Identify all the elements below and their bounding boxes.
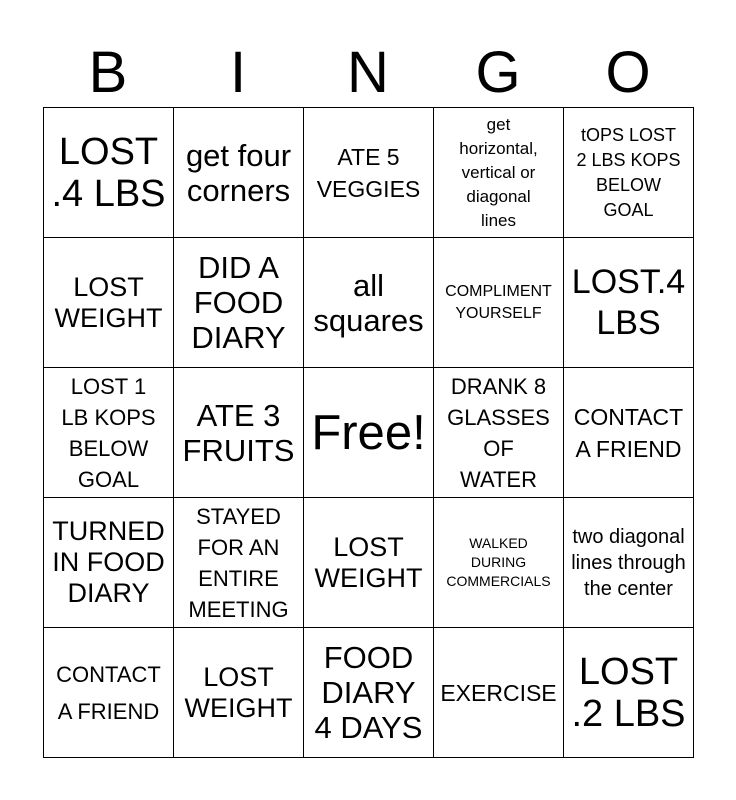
bingo-cell[interactable]	[564, 498, 694, 628]
bingo-cell[interactable]	[174, 628, 304, 758]
bingo-cell-text: DRANK 8 GLASSES OF WATER	[447, 373, 550, 492]
bingo-cell[interactable]	[434, 628, 564, 758]
bingo-cell[interactable]	[304, 628, 434, 758]
bingo-cell-text: LOST .2 LBS	[571, 650, 686, 735]
bingo-cell-text: FOOD DIARY 4 DAYS	[314, 640, 423, 745]
header-letter-g: G	[475, 40, 521, 105]
bingo-header	[43, 40, 693, 106]
bingo-cell-text: TURNED IN FOOD DIARY	[52, 516, 165, 608]
bingo-cell[interactable]	[44, 628, 174, 758]
bingo-cell[interactable]	[304, 238, 434, 368]
bingo-cell-text: ATE 5 VEGGIES	[316, 143, 421, 202]
bingo-cell[interactable]	[174, 238, 304, 368]
bingo-cell-text: LOST WEIGHT	[314, 531, 423, 593]
bingo-cell[interactable]	[564, 368, 694, 498]
bingo-cell-text: LOST .4 LBS	[51, 130, 166, 215]
free-space-cell[interactable]	[304, 368, 434, 498]
header-letter-i: I	[229, 40, 247, 105]
bingo-cell[interactable]	[174, 368, 304, 498]
bingo-cell-text: get four corners	[185, 137, 292, 208]
bingo-cell-text: Free!	[311, 405, 426, 460]
bingo-cell[interactable]	[564, 628, 694, 758]
bingo-cell-text: COMPLIMENT YOURSELF	[445, 282, 552, 322]
bingo-cell-text: LOST 1 LB KOPS BELOW GOAL	[61, 373, 156, 492]
bingo-cell[interactable]	[564, 108, 694, 238]
bingo-cell[interactable]	[174, 498, 304, 628]
bingo-cell[interactable]	[174, 108, 304, 238]
bingo-cell[interactable]	[304, 498, 434, 628]
bingo-cell-text: two diagonal lines through the center	[571, 525, 686, 600]
bingo-cell-text: CONTACT A FRIEND	[573, 403, 684, 462]
bingo-cell-text: DID A FOOD DIARY	[191, 250, 286, 355]
bingo-cell[interactable]	[304, 108, 434, 238]
bingo-card-grid	[43, 107, 694, 758]
bingo-cell-text: get horizontal, vertical or diagonal lines	[459, 114, 538, 230]
header-letter-o: O	[605, 40, 651, 105]
bingo-cell-text: ATE 3 FRUITS	[182, 397, 295, 468]
bingo-cell[interactable]	[564, 238, 694, 368]
bingo-cell-text: WALKED DURING COMMERCIALS	[446, 535, 551, 589]
bingo-cell-text: tOPS LOST 2 LBS KOPS BELOW GOAL	[576, 124, 681, 220]
bingo-cell-text: LOST WEIGHT	[184, 661, 293, 723]
bingo-cell-text: all squares	[313, 267, 424, 338]
bingo-cell[interactable]	[434, 498, 564, 628]
bingo-cell-text: EXERCISE	[440, 679, 557, 706]
bingo-cell-text: STAYED FOR AN ENTIRE MEETING	[188, 503, 289, 622]
bingo-cell[interactable]	[44, 498, 174, 628]
bingo-cell-text: CONTACT A FRIEND	[56, 661, 161, 724]
header-letter-b: B	[88, 40, 128, 105]
bingo-cell[interactable]	[44, 108, 174, 238]
header-letter-n: N	[347, 40, 389, 105]
bingo-cell[interactable]	[44, 368, 174, 498]
bingo-cell[interactable]	[434, 368, 564, 498]
bingo-cell[interactable]	[434, 108, 564, 238]
bingo-cell[interactable]	[434, 238, 564, 368]
bingo-cell[interactable]	[44, 238, 174, 368]
bingo-cell-text: LOST.4 LBS	[571, 262, 686, 342]
bingo-cell-text: LOST WEIGHT	[54, 271, 163, 333]
